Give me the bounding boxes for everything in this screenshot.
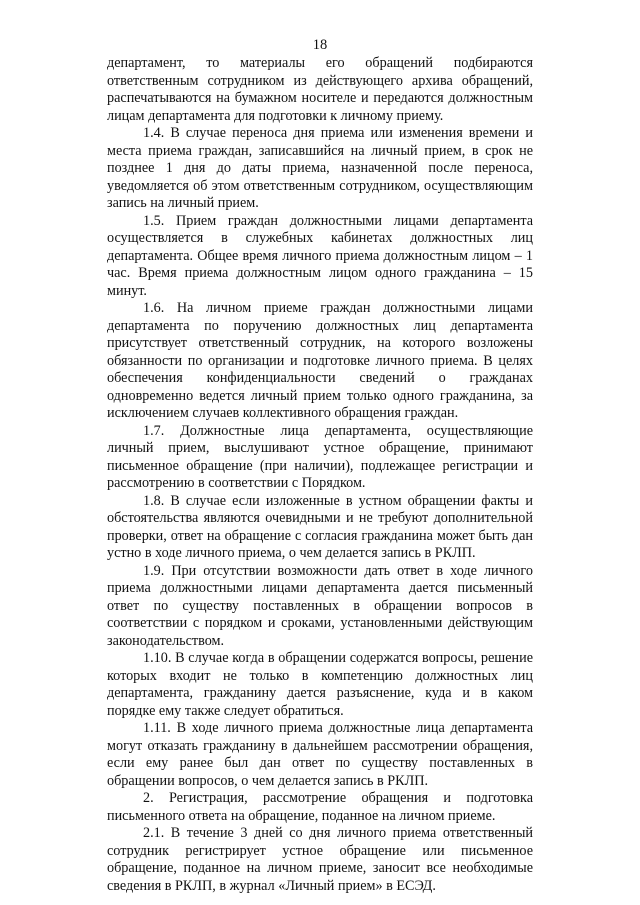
paragraph-2: 2. Регистрация, рассмотрение обращения и подготовка письменного ответа на обращение, поданное на личном приеме.: [107, 790, 533, 824]
paragraph-continuation: департамент, то материалы его обращений подбираются ответственным сотрудником из действующего архива обращений, распечатываются на бумажном носителе и передаются должностным лицам департамента для подготовки к личному приему.: [107, 55, 533, 124]
paragraph-1-11: 1.11. В ходе личного приема должностные лица департамента могут отказать гражданину в дальнейшем рассмотрении обращения, если ему ранее был дан ответ по существу поставленных в обращении вопросов, о чем делается запись в РКЛП.: [107, 720, 533, 789]
paragraph-1-6: 1.6. На личном приеме граждан должностными лицами департамента по поручению должностных лиц департамента присутствует ответственный сотрудник, на которого возложены обязанности по организации и подготовке личного приема. В целях обеспечения конфиденциальности сведений о гражданах одновременно ведется личный прием только одного гражданина, за исключением случаев коллективного обращения граждан.: [107, 300, 533, 421]
paragraph-2-1: 2.1. В течение 3 дней со дня личного приема ответственный сотрудник регистрирует устное обращение или письменное обращение, поданное на личном приеме, заносит все необходимые сведения в РКЛП, в журнал «Личный прием» в ЕСЭД.: [107, 825, 533, 894]
paragraph-1-8: 1.8. В случае если изложенные в устном обращении факты и обстоятельства являются очевидными и не требуют дополнительной проверки, ответ на обращение с согласия гражданина может быть дан устно в ходе личного приема, о чем делается запись в РКЛП.: [107, 492, 533, 561]
paragraph-1-7: 1.7. Должностные лица департамента, осуществляющие личный прием, выслушивают устное обращение, принимают письменное обращение (при наличии), подлежащее регистрации и рассмотрению в соответствии с Порядком.: [107, 422, 533, 491]
paragraph-1-9: 1.9. При отсутствии возможности дать ответ в ходе личного приема должностными лицами департамента дается письменный ответ по существу поставленных в обращении вопросов в соответствии с порядком и сроками, установленными действующим законодательством.: [107, 562, 533, 649]
page-number: 18: [312, 37, 328, 53]
paragraph-1-4: 1.4. В случае переноса дня приема или изменения времени и места приема граждан, записавшийся на личный прием, в срок не позднее 1 дня до даты приема, назначенной после переноса, уведомляется об этом ответственным сотрудником, осуществляющим запись на личный прием.: [107, 125, 533, 211]
document-body: [107, 55, 533, 895]
paragraph-1-5: 1.5. Прием граждан должностными лицами департамента осуществляется в служебных кабинетах должностных лиц департамента. Общее время личного приема должностным лицом – 1 час. Время приема должностным лицом одного гражданина – 15 минут.: [107, 212, 533, 299]
paragraph-1-10: 1.10. В случае когда в обращении содержатся вопросы, решение которых входит не только в компетенцию должностных лиц департамента, гражданину дается разъяснение, куда и в каком порядке ему также следует обратиться.: [107, 650, 533, 719]
